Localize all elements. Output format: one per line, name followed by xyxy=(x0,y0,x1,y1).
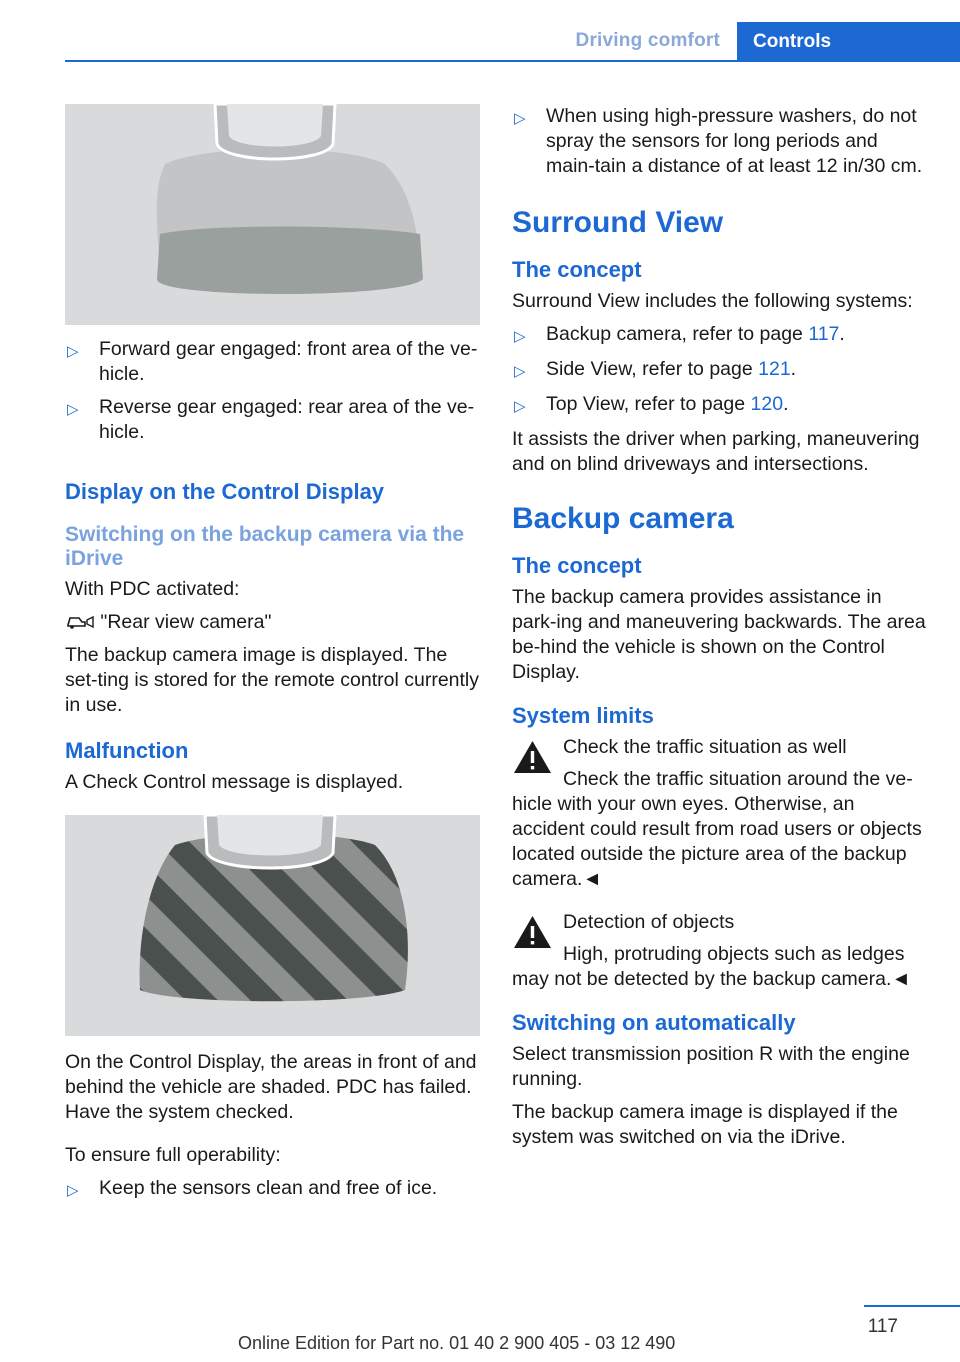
rear-view-line xyxy=(65,610,480,635)
chapter-tab: Controls xyxy=(737,22,960,62)
triangle-bullet-icon: ▷ xyxy=(67,401,79,418)
display-text: The backup camera image is displayed. The set-ting is stored for the remote control currently in use. xyxy=(65,644,480,716)
list-item: ▷ Reverse gear engaged: rear area of the ve-hicle. xyxy=(67,396,475,443)
concept-heading-1: The concept xyxy=(512,257,642,282)
auto-text: Select transmission position R with the engine running. xyxy=(512,1043,910,1090)
list-item: ▷ Backup camera, refer to page 117. xyxy=(512,322,927,349)
list-item: ▷ When using high-pressure washers, do not spray the sensors for long periods and main-tain a distance of at least 12 in/30 cm. xyxy=(514,105,923,177)
assist-text: It assists the driver when parking, maneuvering and on blind driveways and intersections. xyxy=(512,428,920,475)
backup-camera-heading: Backup camera xyxy=(512,502,734,535)
page-link[interactable]: 120 xyxy=(750,393,784,415)
list-item: ▷ Side View, refer to page 121. xyxy=(512,357,927,384)
warning-box xyxy=(512,735,927,792)
warning-text: High, protruding objects such as ledges xyxy=(563,943,905,965)
pdc-display-figure xyxy=(65,104,480,325)
warning-icon xyxy=(512,738,553,776)
list-item: ▷ Keep the sensors clean and free of ice. xyxy=(65,1176,480,1203)
warning-text-continued: may not be detected by the backup camera.◄ xyxy=(512,968,911,990)
warning-text-continued: hicle with your own eyes. Otherwise, an accident could result from road users or objects located outside the picture area of the backup camera.◄ xyxy=(512,793,922,890)
header-rule xyxy=(65,60,960,62)
page-number-rule xyxy=(864,1305,960,1307)
auto-text-2: The backup camera image is displayed if the system was switched on via the iDrive. xyxy=(512,1101,898,1148)
warning-icon xyxy=(512,913,553,951)
list-item: ▷ Forward gear engaged: front area of the ve-hicle. xyxy=(67,338,478,385)
warning-title: Check the traffic situation as well xyxy=(563,736,847,758)
left-column xyxy=(65,104,480,1211)
right-column xyxy=(512,104,927,1158)
pdc-activated-text: With PDC activated: xyxy=(65,578,240,600)
malfunction-text: A Check Control message is displayed. xyxy=(65,771,404,793)
pdc-illustration xyxy=(65,104,480,325)
list-item: ▷ Top View, refer to page 120. xyxy=(512,392,927,419)
page-header xyxy=(0,0,960,62)
triangle-bullet-icon: ▷ xyxy=(67,343,79,360)
page-number: 117 xyxy=(867,1316,898,1337)
pdc-failure-figure xyxy=(65,815,480,1036)
system-limits-heading: System limits xyxy=(512,703,654,728)
page-link[interactable]: 121 xyxy=(758,358,791,380)
warning-box xyxy=(512,910,927,967)
shaded-text: On the Control Display, the areas in front of and behind the vehicle are shaded. PDC has failed. Have the system checked. xyxy=(65,1051,477,1123)
triangle-bullet-icon: ▷ xyxy=(514,110,526,127)
camera-car-icon xyxy=(65,611,95,631)
rear-view-label: "Rear view camera" xyxy=(100,611,272,633)
concept-heading-2: The concept xyxy=(512,553,642,578)
backup-concept-text: The backup camera provides assistance in park-ing and maneuvering backwards. The area be-hind the vehicle is shown on the Control Display. xyxy=(512,586,926,683)
warning-text: Check the traffic situation around the ve- xyxy=(563,768,913,790)
operability-text: To ensure full operability: xyxy=(65,1144,281,1166)
malfunction-heading: Malfunction xyxy=(65,738,189,763)
surround-view-heading: Surround View xyxy=(512,206,724,239)
edition-footer: Online Edition for Part no. 01 40 2 900 405 - 03 12 490 xyxy=(238,1333,676,1353)
surround-intro: Surround View includes the following systems: xyxy=(512,290,913,312)
triangle-bullet-icon: ▷ xyxy=(514,363,526,380)
pdc-failure-illustration xyxy=(65,815,480,1036)
switching-on-automatically-heading: Switching on automatically xyxy=(512,1010,796,1035)
triangle-bullet-icon: ▷ xyxy=(514,328,526,345)
warning-title: Detection of objects xyxy=(563,911,735,933)
switching-heading: Switching on the backup camera via the iDrive xyxy=(65,523,465,570)
triangle-bullet-icon: ▷ xyxy=(67,1182,79,1199)
display-heading: Display on the Control Display xyxy=(65,479,385,504)
page-link[interactable]: 117 xyxy=(808,323,840,345)
triangle-bullet-icon: ▷ xyxy=(514,398,526,415)
section-title: Driving comfort xyxy=(575,30,720,51)
